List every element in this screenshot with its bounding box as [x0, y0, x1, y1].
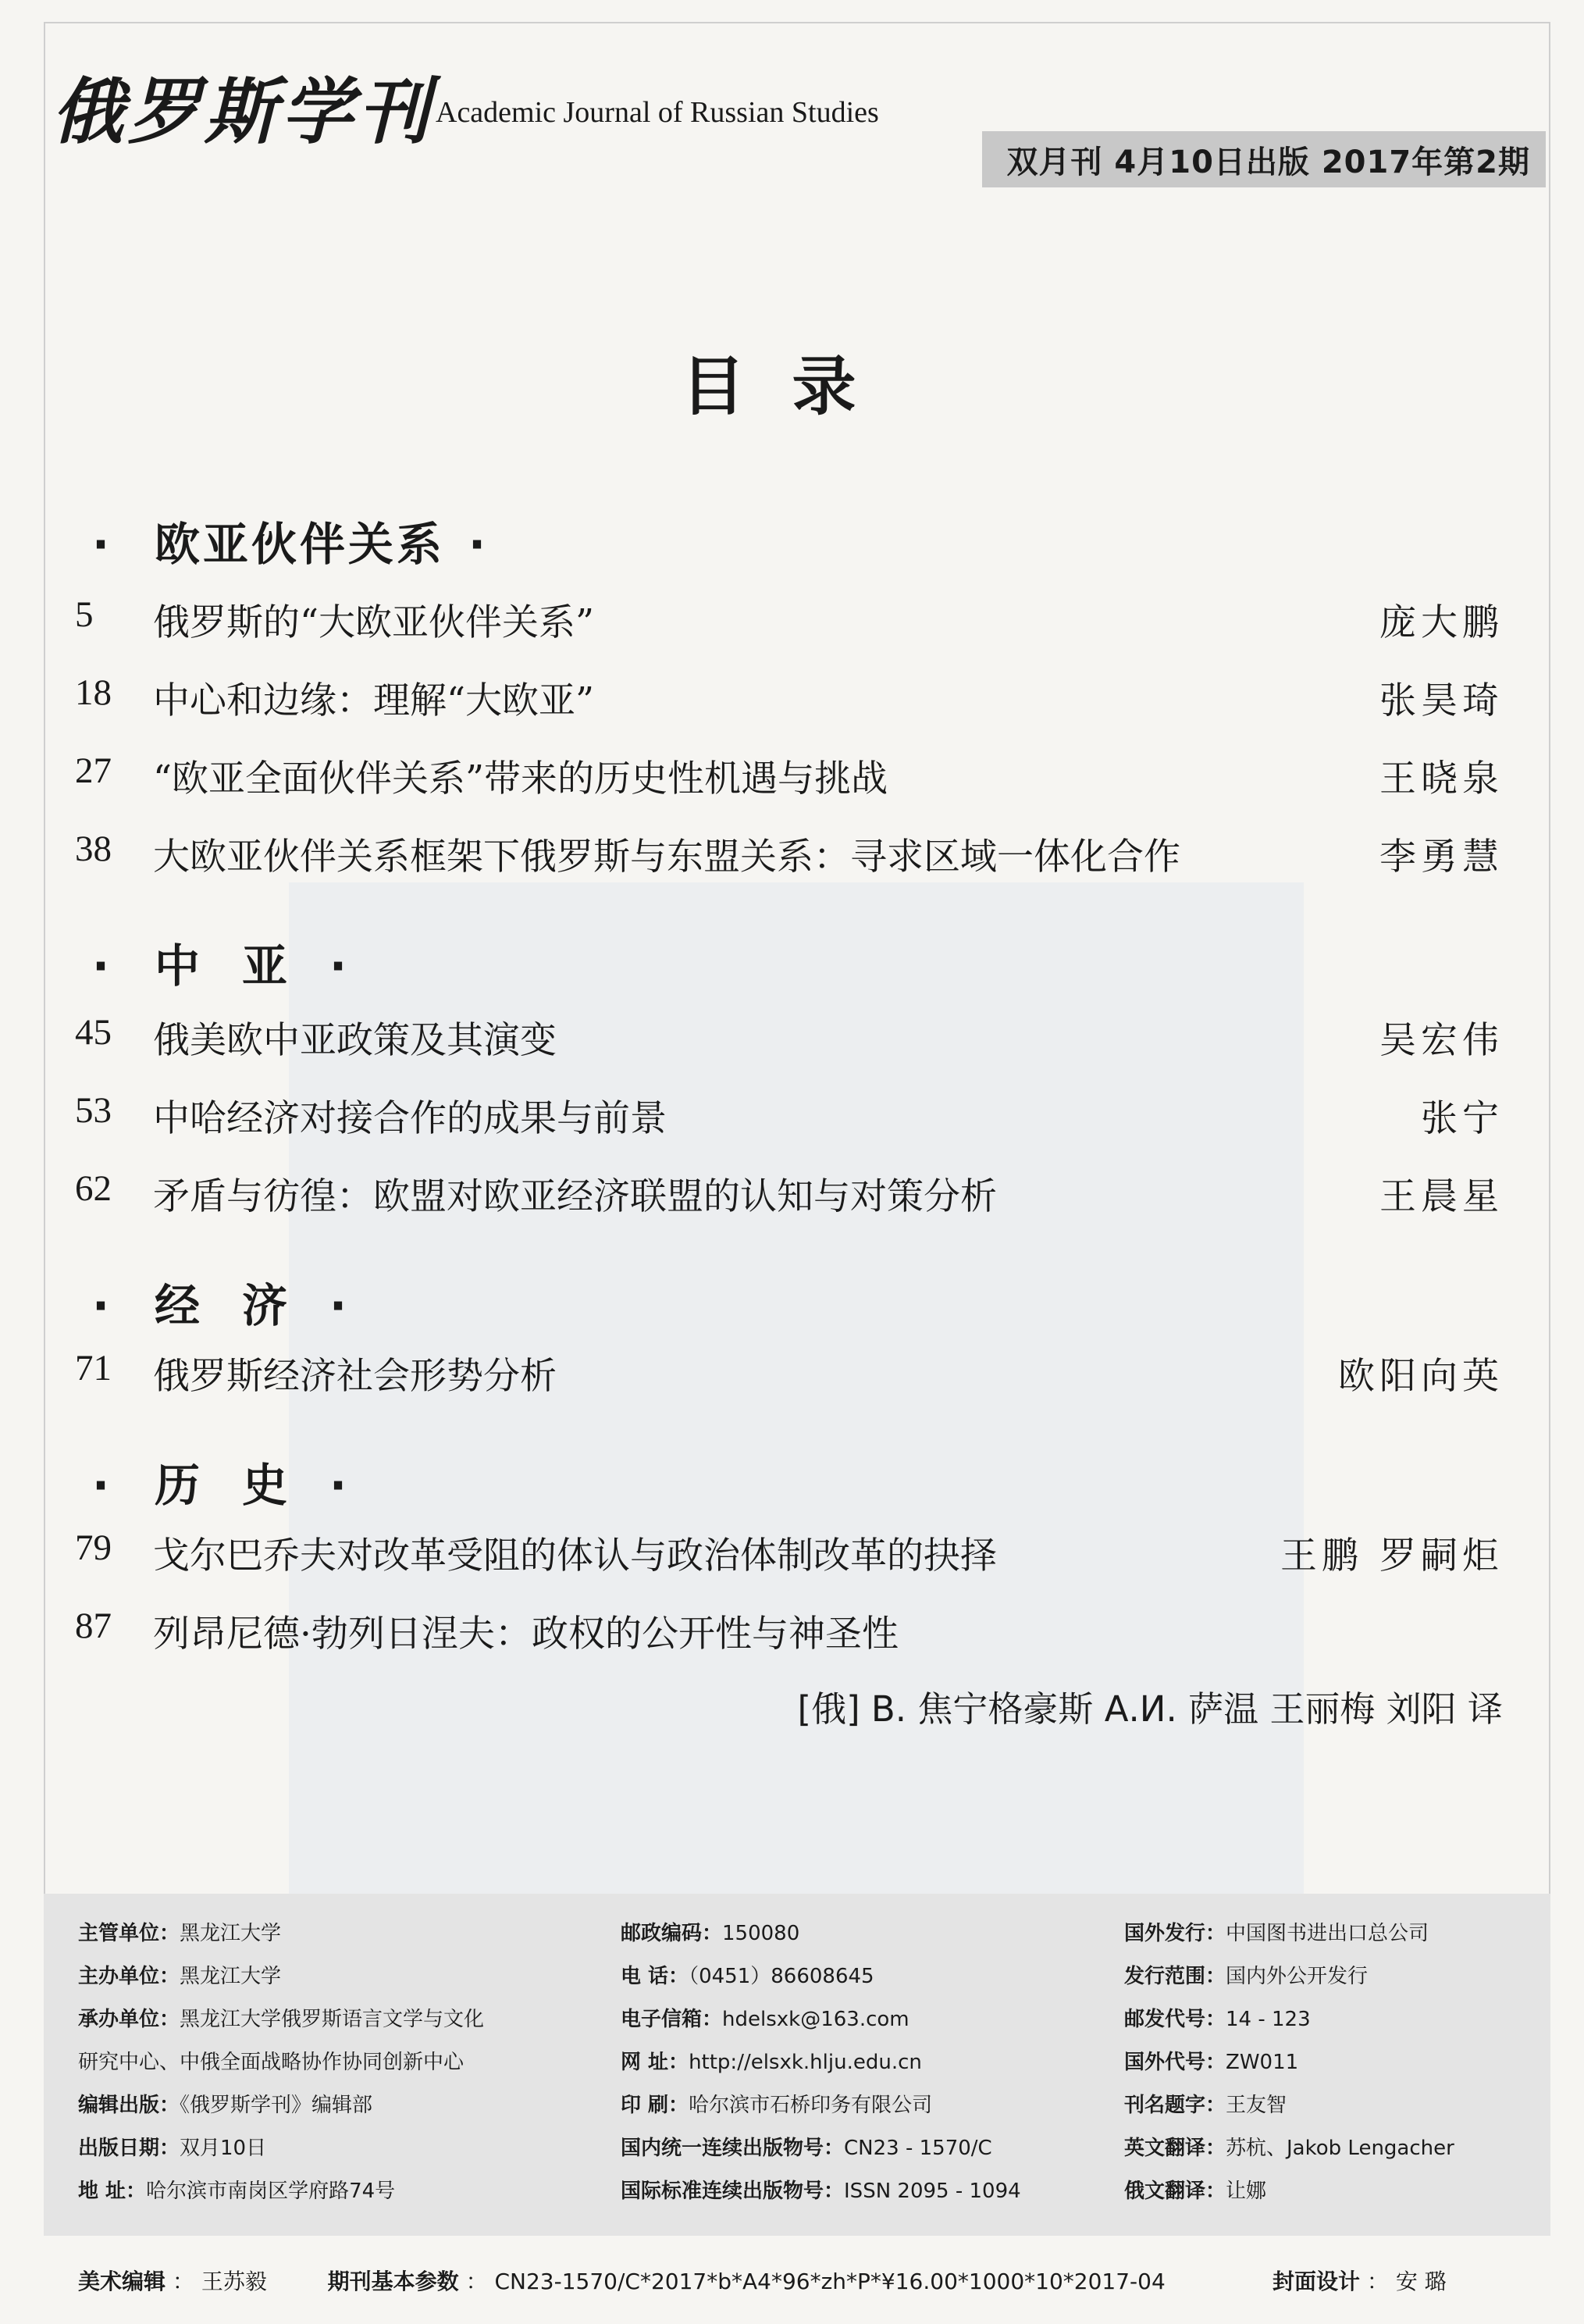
- info-row: 国外发行：中国图书进出口总公司: [1124, 1922, 1429, 1945]
- toc-entry[interactable]: [75, 672, 1504, 726]
- translator-credit: [俄] В. 焦宁格豪斯 А.И. 萨温 王丽梅 刘阳 译: [797, 1688, 1503, 1730]
- journal-logo: 俄罗斯学刊: [52, 70, 435, 154]
- article-title: 戈尔巴乔夫对改革受阻的体认与政治体制改革的抉择: [153, 1534, 997, 1577]
- toc-entry[interactable]: [75, 1089, 1504, 1144]
- page-number: 79: [75, 1527, 112, 1568]
- section-heading: · 中亚·: [92, 939, 347, 993]
- cover-design-label: 封面设计: [1273, 2269, 1361, 2294]
- toc-entry[interactable]: [75, 828, 1504, 882]
- art-editor-label: 美术编辑: [78, 2269, 166, 2294]
- article-title: 大欧亚伙伴关系框架下俄罗斯与东盟关系：寻求区域一体化合作: [153, 836, 1180, 879]
- page-number: 53: [75, 1090, 112, 1131]
- article-author: 王晓泉: [1379, 757, 1504, 800]
- info-row: 主管单位：黑龙江大学: [78, 1922, 282, 1945]
- article-author: 张宁: [1421, 1097, 1504, 1140]
- page-number: 62: [75, 1168, 112, 1209]
- toc-entry[interactable]: [75, 593, 1504, 648]
- page-number: 45: [75, 1012, 112, 1053]
- info-column-contact: [621, 1917, 1021, 2218]
- art-editor: 王苏毅: [201, 2269, 267, 2294]
- article-author: 李勇慧: [1379, 836, 1504, 879]
- info-row: 编辑出版：《俄罗斯学刊》编辑部: [78, 2094, 373, 2117]
- info-row: 邮发代号：14 - 123: [1124, 2008, 1311, 2031]
- info-row: 国内统一连续出版物号：CN23 - 1570/C: [621, 2137, 992, 2160]
- info-row: 国际标准连续出版物号：ISSN 2095 - 1094: [621, 2180, 1021, 2203]
- info-row: 邮政编码：150080: [621, 1922, 800, 1945]
- article-title: 列昂尼德·勃列日涅夫：政权的公开性与神圣性: [153, 1613, 899, 1656]
- info-row: 研究中心、中俄全面战略协作协同创新中心: [78, 2051, 465, 2074]
- article-author: 吴宏伟: [1379, 1019, 1504, 1062]
- page-number: 38: [75, 829, 112, 869]
- article-author: 王鹏 罗嗣炬: [1280, 1534, 1504, 1577]
- info-row: 英文翻译：苏杭、Jakob Lengacher: [1124, 2137, 1454, 2160]
- page-number: 5: [75, 594, 94, 635]
- info-row: 发行范围：国内外公开发行: [1124, 1965, 1369, 1988]
- section-heading: · 欧亚伙伴关系 ·: [92, 518, 486, 571]
- info-row: 印 刷：哈尔滨市石桥印务有限公司: [621, 2094, 933, 2117]
- info-row: 电子信箱：hdelsxk@163.com: [621, 2008, 909, 2031]
- issue-info-bar: [982, 131, 1546, 187]
- info-row: 电 话：（0451）86608645: [621, 1965, 874, 1988]
- cover-designer: 安 璐: [1395, 2269, 1447, 2294]
- article-title: 俄美欧中亚政策及其演变: [153, 1019, 557, 1062]
- page-number: 18: [75, 672, 112, 713]
- info-column-distribution: [1124, 1917, 1454, 2218]
- article-title: 矛盾与彷徨：欧盟对欧亚经济联盟的认知与对策分析: [153, 1175, 997, 1218]
- params-label: 期刊基本参数: [327, 2269, 459, 2294]
- article-title: “欧亚全面伙伴关系”带来的历史性机遇与挑战: [153, 757, 888, 800]
- info-row: 俄文翻译：让娜: [1124, 2180, 1267, 2203]
- page-number: 71: [75, 1348, 112, 1388]
- info-row: 刊名题字：王友智: [1124, 2094, 1287, 2117]
- page-number: 27: [75, 750, 112, 791]
- section-heading: · 经济·: [92, 1279, 347, 1332]
- article-author: 张昊琦: [1379, 679, 1504, 722]
- info-column-publisher: [78, 1917, 484, 2218]
- info-row: 地 址：哈尔滨市南岗区学府路74号: [78, 2180, 396, 2203]
- info-row: 国外代号：ZW011: [1124, 2051, 1299, 2074]
- info-row: 网 址：http://elsxk.hlju.edu.cn: [621, 2051, 922, 2074]
- article-author: 欧阳向英: [1338, 1355, 1504, 1398]
- toc-entry[interactable]: [75, 1605, 1504, 1659]
- toc-entry[interactable]: [75, 1527, 1504, 1581]
- toc-entry[interactable]: [75, 1167, 1504, 1222]
- journal-english-title: Academic Journal of Russian Studies: [436, 96, 879, 129]
- info-row: 主办单位：黑龙江大学: [78, 1965, 282, 1988]
- article-title: 中心和边缘：理解“大欧亚”: [153, 679, 595, 722]
- issue-info: 双月刊 4月10日出版 2017年第2期: [1006, 144, 1530, 180]
- toc-title: 目录: [681, 350, 903, 424]
- toc-entry[interactable]: [75, 750, 1504, 804]
- article-author: 王晨星: [1379, 1175, 1504, 1218]
- section-heading: · 历史·: [92, 1459, 347, 1512]
- page-number: 87: [75, 1606, 112, 1646]
- bottom-credits: 美术编辑 ： 王苏毅 期刊基本参数 ： CN23-1570/C*2017*b*A4*96*zh*P*¥16.00*1000*10*2017-04: [78, 2269, 1166, 2294]
- toc-entry[interactable]: [75, 1347, 1504, 1402]
- cover-design-credit: 封面设计 ： 安 璐: [1273, 2269, 1447, 2294]
- info-row: 出版日期：双月10日: [78, 2137, 267, 2160]
- article-title: 中哈经济对接合作的成果与前景: [153, 1097, 667, 1140]
- info-row: 承办单位：黑龙江大学俄罗斯语言文学与文化: [78, 2008, 485, 2031]
- article-title: 俄罗斯经济社会形势分析: [153, 1355, 557, 1398]
- article-title: 俄罗斯的“大欧亚伙伴关系”: [153, 601, 595, 644]
- toc-entry[interactable]: [75, 1011, 1504, 1066]
- params: CN23-1570/C*2017*b*A4*96*zh*P*¥16.00*1000*10*2017-04: [494, 2269, 1166, 2294]
- article-author: 庞大鹏: [1379, 601, 1504, 644]
